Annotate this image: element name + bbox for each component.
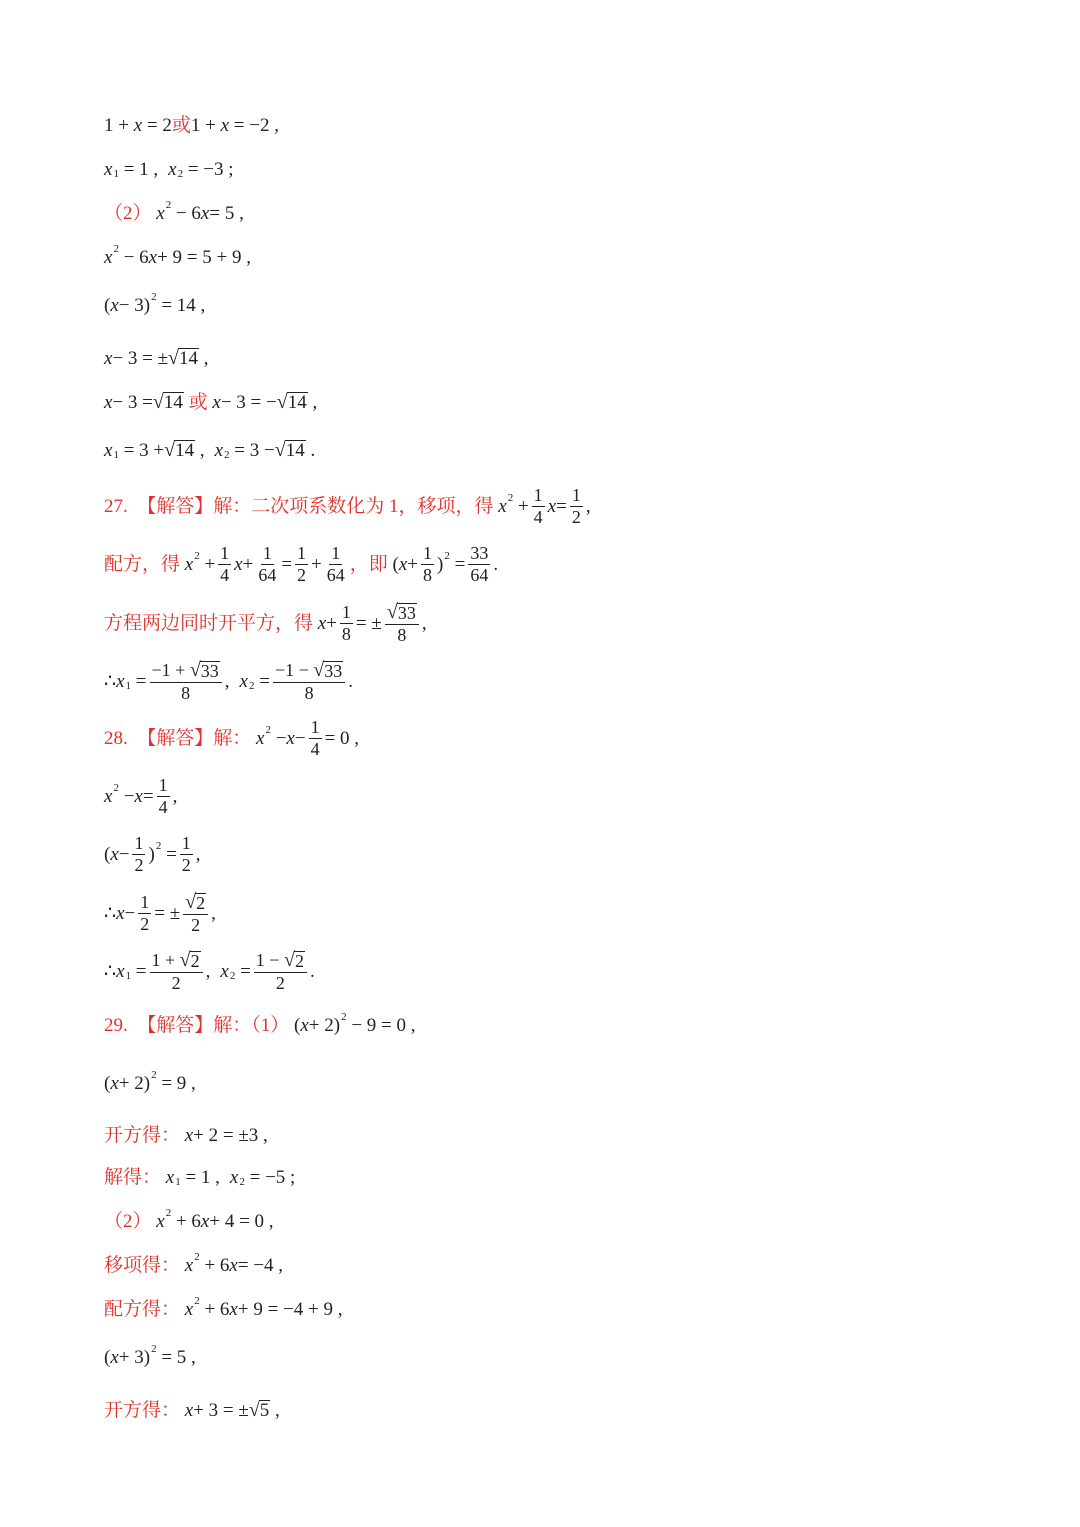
solution-line: 27. 【解答】解：二次项系数化为 1，移项，得 x 2 + $\frac{1}{4}$ x = $\frac{1}{2}$ , [104, 485, 591, 527]
solution-line: 29. 【解答】解：（1） ( x + 2) 2 − 9 = 0 , [104, 1011, 416, 1036]
solution-line: x 1 = 3 + √ 14 , x 2 = 3 − √ 14 . [104, 439, 316, 461]
solution-line: 解得： x 1 = 1 , x 2 = −5 ; [104, 1167, 296, 1188]
solution-line: 28. 【解答】解： x 2 − x − $\frac{1}{4}$ = 0 , [104, 717, 360, 759]
solution-line: 1 + x = 2 或 1 + x = −2 , [104, 115, 279, 136]
math-text: 1 + x = 2 [104, 115, 172, 136]
solution-line: （2） x 2 − 6 x = 5 , [104, 199, 244, 224]
problem-header: 29. 【解答】解：（1） [104, 1015, 290, 1036]
solution-line: 移项得： x 2 + 6 x = −4 , [104, 1251, 284, 1276]
solution-line: 方程两边同时开平方，得 x + $\frac{1}{8}$ = ± √ 33 8 , [104, 601, 427, 645]
solution-line: x 1 = 1 , x 2 = −3 ; [104, 159, 234, 180]
solution-line: ( x − 3) 2 = 14 , [104, 291, 206, 316]
keyword-or: 或 [171, 115, 191, 136]
part-label: （2） [104, 203, 152, 224]
solution-line: ∴ x 1 = −1 + √ 33 8 , x 2 = −1 − √ 33 8 . [104, 659, 353, 703]
solution-line: x − 3 = √ 14 或 x − 3 = − √ 14 , [104, 391, 318, 413]
problem-header: 27. 【解答】解：二次项系数化为 1，移项，得 [104, 495, 494, 517]
solution-line: （2） x 2 + 6 x + 4 = 0 , [104, 1207, 274, 1232]
solution-line: ∴ x − $\frac{1}{2}$ = ± √ 2 2 , [104, 891, 216, 935]
solution-line: 配方得： x 2 + 6 x + 9 = −4 + 9 , [104, 1295, 343, 1320]
solution-line: 开方得： x + 2 = ±3 , [104, 1125, 268, 1146]
solution-line: 配方，得 x 2 + $\frac{1}{4}$ x + $\frac{1}{64}$ = $\frac{1}{2}$ + $\frac{1}{64}$ ，即 ( x + $\frac{1}{8}$ ) 2 = $\frac{33}{64}$ . [104, 543, 499, 585]
solution-line: ( x − $\frac{1}{2}$ ) 2 = $\frac{1}{2}$ , [104, 833, 201, 875]
part-label: （2） [104, 1211, 152, 1232]
solution-line: ∴ x 1 = 1 + √ 2 2 , x 2 = 1 − √ 2 2 . [104, 949, 315, 993]
solution-line: 开方得： x + 3 = ± √ 5 , [104, 1399, 280, 1421]
solution-line: x 2 − 6 x + 9 = 5 + 9 , [104, 243, 251, 268]
problem-header: 28. 【解答】解： [104, 727, 252, 749]
solution-line: ( x + 3) 2 = 5 , [104, 1343, 196, 1368]
solution-line: ( x + 2) 2 = 9 , [104, 1069, 196, 1094]
keyword-or: 或 [188, 391, 208, 413]
solution-line: x − 3 = ± √ 14 , [104, 347, 209, 369]
solution-line: x 2 − x = $\frac{1}{4}$ , [104, 775, 178, 817]
